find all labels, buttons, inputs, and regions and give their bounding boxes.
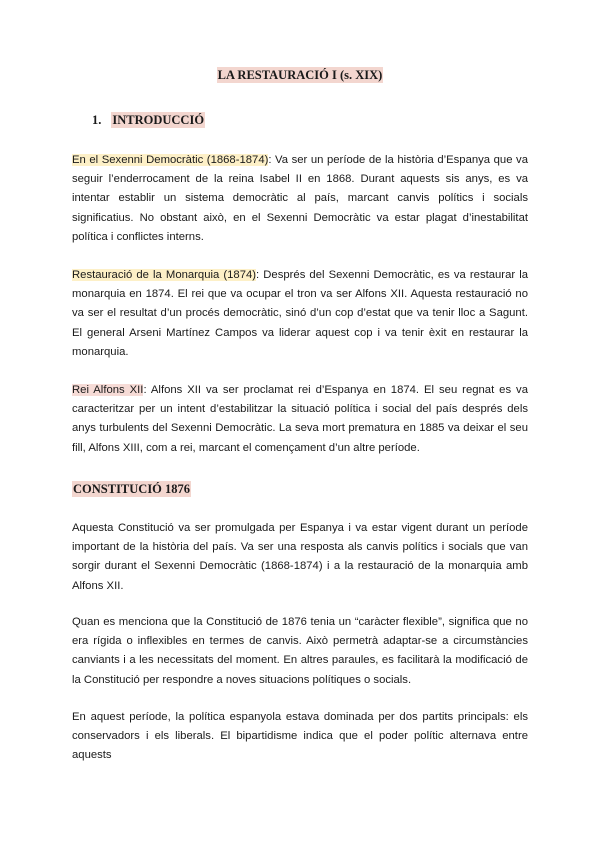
paragraph-sexenni: En el Sexenni Democràtic (1868-1874): Va ser un període de la història d’Espanya que va seguir l’enderrocament de la reina Isabel II en 1868. Durant aquests sis anys, es va intentar establir un sistema democràtic al país, marcant canvis polítics i socials significatius. No obstant això, en el Sexenni Democràtic va estar plagat d’inestabilitat política i conflictes interns. [72,154,528,243]
section-heading-introduccio [92,113,205,128]
section-heading-text: INTRODUCCIÓ [112,113,205,127]
term-alfons: Rei Alfons XII [72,384,144,396]
paragraph-constitucio-3: En aquest període, la política espanyola estava dominada per dos partits principals: els conservadors i els liberals. El bipartidisme indica que el poder polític alternava entre aquests [72,711,528,762]
paragraph-constitucio-2: Quan es menciona que la Constitució de 1876 tenia un “caràcter flexible”, significa que no era rígida o inflexibles en termes de canvis. Això permetrà adaptar-se a circumstàncies canviants i a les necessitats del moment. En altres paraules, es facilitarà la modificació de la Constitució per respondre a noves situacions polítiques o socials. [72,616,528,686]
section-number: 1. [92,113,102,127]
paragraph-alfons: Rei Alfons XII: Alfons XII va ser proclamat rei d’Espanya en 1874. El seu regnat es va caracteritzar per un intent d’estabilitzar la situació política i social del país després dels anys turbulents del Sexenni Democràtic. La seva mort prematura en 1885 va deixar el seu fill, Alfons XIII, com a rei, marcant el començament d’un altre període. [72,384,528,454]
paragraph-restauracio: Restauració de la Monarquia (1874): Després del Sexenni Democràtic, es va restaurar la monarquia en 1874. El rei que va ocupar el tron va ser Alfons XII. Aquesta restauració no va ser el resultat d’un procés democràtic, sinó d’un cop d’estat que va tenir lloc a Sagunt. El general Arseni Martínez Campos va liderar aquest cop i va tenir èxit en restaurar la monarquia. [72,269,528,358]
paragraph-constitucio-1: Aquesta Constitució va ser promulgada per Espanya i va estar vigent durant un període important de la història del país. Va ser una resposta als canvis polítics i socials que van sorgir durant el Sexenni Democràtic (1868-1874) i a la restauració de la monarquia amb Alfons XII. [72,522,528,592]
document-title: LA RESTAURACIÓ I (s. XIX) [217,68,383,82]
section-heading-constitucio: CONSTITUCIÓ 1876 [73,482,191,496]
term-sexenni: En el Sexenni Democràtic (1868-1874) [72,154,269,166]
term-restauracio: Restauració de la Monarquia (1874) [72,269,257,281]
